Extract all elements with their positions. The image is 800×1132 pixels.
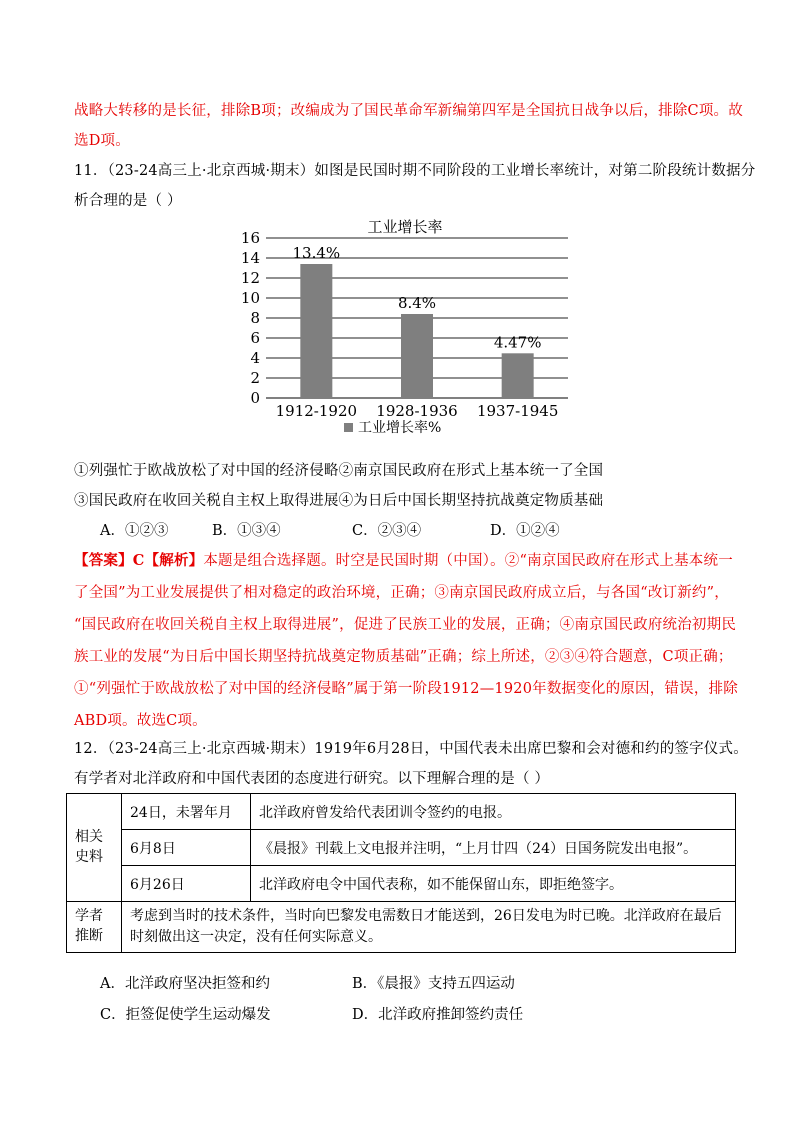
chart-title: 工业增长率 bbox=[367, 218, 443, 236]
q12-option-d[interactable] bbox=[352, 1003, 523, 1024]
y-tick-label: 16 bbox=[240, 229, 260, 247]
bar bbox=[300, 264, 332, 398]
option-letter: D． bbox=[490, 523, 517, 539]
x-tick-label: 1928-1936 bbox=[376, 402, 458, 420]
table-cell-scholar: 考虑到当时的技术条件，当时向巴黎发电需数日才能送到，26日发电为时已晚。北洋政府在最后时刻做出这一决定，没有任何实际意义。 bbox=[122, 902, 736, 953]
q11-answer-line-4: 族工业的发展“为日后中国长期坚持抗战奠定物质基础”正确；综上所述，②③④符合题意，C项正确； bbox=[74, 649, 733, 665]
q12-stem-line-1: 12．（23-24高三上·北京西城·期末）1919年6月28日，中国代表未出席巴黎和会对德和约的签字仪式。 bbox=[74, 741, 748, 757]
table-row bbox=[67, 866, 736, 902]
table-cell-content: 北洋政府曾发给代表团训令签约的电报。 bbox=[251, 794, 736, 830]
answer-text: 本题是组合选择题。时空是民国时期（中国）。②“南京国民政府在形式上基本统一 bbox=[203, 553, 733, 569]
data-label: 8.4% bbox=[397, 294, 437, 312]
data-label: 4.47% bbox=[493, 333, 542, 352]
prev-analysis-line-2: 选D项。 bbox=[74, 133, 130, 149]
table-cell-date: 6月8日 bbox=[122, 830, 251, 866]
q12-option-b[interactable] bbox=[352, 972, 515, 993]
legend-label: 工业增长率% bbox=[358, 420, 442, 436]
option-text: ①②③ bbox=[124, 523, 169, 539]
answer-tag: 【答案】C【解析】 bbox=[74, 552, 204, 569]
option-letter: A． bbox=[100, 523, 125, 539]
y-tick-label: 4 bbox=[250, 349, 260, 367]
q11-option-c[interactable] bbox=[352, 519, 421, 540]
q11-stem-line-1: 11．（23-24高三上·北京西城·期末）如图是民国时期不同阶段的工业增长率统计，对第二阶段统计数据分 bbox=[74, 163, 756, 179]
industrial-growth-chart bbox=[230, 212, 580, 444]
y-tick-label: 6 bbox=[250, 329, 260, 347]
table-header-scholar: 学者推断 bbox=[67, 902, 122, 953]
q12-option-a[interactable] bbox=[100, 972, 270, 993]
q12-stem-line-2: 有学者对北洋政府和中国代表团的态度进行研究。以下理解合理的是（ ） bbox=[74, 771, 550, 787]
option-letter: C． bbox=[100, 1007, 126, 1023]
option-letter: A． bbox=[100, 976, 125, 992]
data-label: 13.4% bbox=[292, 244, 341, 262]
y-tick-label: 8 bbox=[250, 309, 260, 327]
x-tick-label: 1937-1945 bbox=[476, 402, 559, 420]
table-row bbox=[67, 830, 736, 866]
historical-sources-table bbox=[66, 793, 736, 953]
table-cell-content: 北洋政府电令中国代表称，如不能保留山东，即拒绝签字。 bbox=[251, 866, 736, 902]
option-text: 北洋政府坚决拒签和约 bbox=[124, 976, 270, 992]
table-row bbox=[67, 902, 736, 953]
table-cell-date: 24日，未署年月 bbox=[122, 794, 251, 830]
option-text: ②③④ bbox=[377, 523, 422, 539]
q11-option-a[interactable] bbox=[100, 519, 168, 540]
option-letter: C． bbox=[352, 523, 378, 539]
q11-statements-line-2: ③国民政府在收回关税自主权上取得进展④为日后中国长期坚持抗战奠定物质基础 bbox=[74, 493, 604, 509]
q11-statements-line-1: ①列强忙于欧战放松了对中国的经济侵略②南京国民政府在形式上基本统一了全国 bbox=[74, 463, 604, 479]
q11-answer-line-1 bbox=[74, 549, 733, 570]
prev-analysis-line-1: 战略大转移的是长征，排除B项；改编成为了国民革命军新编第四军是全国抗日战争以后，排除C项。故 bbox=[74, 103, 743, 119]
x-tick-label: 1912-1920 bbox=[275, 402, 358, 420]
legend-swatch bbox=[344, 423, 353, 432]
q11-stem-line-2: 析合理的是（ ） bbox=[74, 193, 182, 209]
bar bbox=[502, 353, 534, 398]
table-cell-date: 6月26日 bbox=[122, 866, 251, 902]
option-letter: B． bbox=[352, 976, 378, 992]
q11-answer-line-3: “国民政府在收回关税自主权上取得进展”，促进了民族工业的发展，正确；④南京国民政府统治初期民 bbox=[74, 617, 737, 633]
bar bbox=[401, 314, 433, 398]
table-header-sources: 相关史料 bbox=[67, 794, 122, 902]
option-text: 《晨报》支持五四运动 bbox=[377, 976, 515, 992]
q11-answer-line-2: 了全国”为工业发展提供了相对稳定的政治环境，正确；③南京国民政府成立后，与各国“改订新约”， bbox=[74, 585, 729, 601]
option-letter: D． bbox=[352, 1007, 379, 1023]
table-row bbox=[67, 794, 736, 830]
y-tick-label: 14 bbox=[240, 249, 260, 267]
option-text: 拒签促使学生运动爆发 bbox=[125, 1007, 271, 1023]
option-letter: B． bbox=[212, 523, 238, 539]
option-text: ①②④ bbox=[516, 523, 560, 539]
q11-option-d[interactable] bbox=[490, 519, 560, 540]
y-tick-label: 2 bbox=[250, 369, 260, 387]
option-text: ①③④ bbox=[237, 523, 281, 539]
option-text: 北洋政府推卸签约责任 bbox=[378, 1007, 524, 1023]
y-tick-label: 0 bbox=[250, 389, 260, 407]
chart-legend bbox=[344, 420, 441, 436]
table-cell-content: 《晨报》刊载上文电报并注明，“上月廿四（24）日国务院发出电报”。 bbox=[251, 830, 736, 866]
q11-option-b[interactable] bbox=[212, 519, 281, 540]
q11-answer-line-5: ①“列强忙于欧战放松了对中国的经济侵略”属于第一阶段1912—1920年数据变化的原因，错误，排除 bbox=[74, 681, 738, 697]
q11-answer-line-6: ABD项。故选C项。 bbox=[74, 713, 207, 729]
y-tick-label: 12 bbox=[240, 269, 260, 287]
y-tick-label: 10 bbox=[240, 289, 260, 307]
q12-option-c[interactable] bbox=[100, 1003, 271, 1024]
